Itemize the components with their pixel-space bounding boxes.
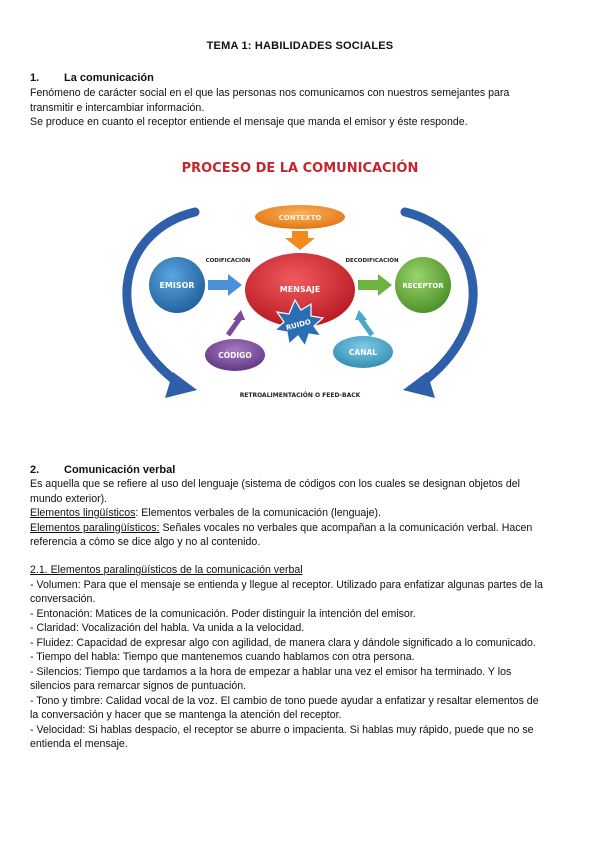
list-item: - Volumen: Para que el mensaje se entienda y llegue al receptor. Utilizado para enfatizar algunas partes de la (30, 578, 543, 591)
section-1-number: 1. (30, 72, 40, 84)
section-1-title: La comunicación (64, 72, 154, 84)
list-item: entienda el mensaje. (30, 738, 128, 750)
linguistic-elements-line (30, 506, 575, 521)
codigo-arrow-shaft (228, 318, 240, 335)
list-item: - Tono y timbre: Calidad vocal de la voz. El cambio de tono puede ayudar a enfatizar y resaltar elementos de (30, 694, 539, 707)
list-item: conversación. (30, 593, 96, 605)
list-item: - Fluidez: Capacidad de expresar algo con agilidad, de manera clara y dándole significado a lo comunicado. (30, 636, 536, 649)
section-2-1-body (30, 563, 575, 752)
ruido-label: RUIDO (285, 317, 312, 333)
section-2-heading (30, 464, 175, 476)
linguistic-elements-text: : Elementos verbales de la comunicación (lenguaje). (135, 507, 381, 519)
paralinguistic-elements-text: Señales vocales no verbales que acompañan a la comunicación verbal. Hacen (159, 521, 533, 534)
section-2-1-heading: 2.1. Elementos paralingüísticos de la comunicación verbal (30, 564, 303, 576)
document-title: TEMA 1: HABILIDADES SOCIALES (206, 40, 394, 52)
decodificacion-label: DECODIFICACIÓN (345, 258, 399, 264)
paralinguistic-elements-label: Elementos paralingüísticos: (30, 521, 160, 534)
section-1-line: Fenómeno de carácter social en el que las personas nos comunicamos con nuestros semejantes para (30, 87, 510, 99)
section-2-body (30, 477, 575, 550)
section-2-line: referencia a cómo se dice algo y no al contenido. (30, 536, 261, 548)
section-1-body (30, 86, 575, 130)
paralinguistic-elements-line (30, 521, 575, 536)
section-2-line: Es aquella que se refiere al uso del lenguaje (sistema de códigos con los cuales se designan objetos del (30, 478, 520, 490)
decodificacion-arrow-icon (358, 274, 392, 296)
linguistic-elements-label: Elementos lingüísticos (30, 507, 136, 519)
contexto-arrow-icon (285, 231, 315, 250)
canal-arrow-shaft (360, 318, 372, 335)
mensaje-label: MENSAJE (279, 285, 321, 294)
canal-label: CANAL (348, 348, 378, 357)
section-1-line: Se produce en cuanto el receptor entiende el mensaje que manda el emisor y éste responde. (30, 116, 468, 128)
codificacion-arrow-icon (208, 274, 242, 296)
section-2-number: 2. (30, 464, 40, 476)
list-item: - Entonación: Matices de la comunicación. Poder distinguir la intención del emisor. (30, 607, 416, 620)
codificacion-label: CODIFICACIÓN (205, 258, 251, 264)
section-2-title: Comunicación verbal (64, 464, 176, 476)
section-1-heading (30, 72, 154, 84)
list-item: la conversación y hacer que se mantenga la atención del receptor. (30, 709, 342, 721)
list-item: - Tiempo del habla: Tiempo que mantenemos cuando hablamos con otra persona. (30, 651, 415, 663)
list-item: - Velocidad: Si hablas despacio, el receptor se aburre o impacienta. Si hablas muy rápido, puede que no se (30, 723, 534, 736)
receptor-label: RECEPTOR (402, 282, 444, 290)
diagram-title: PROCESO DE LA COMUNICACIÓN (181, 161, 419, 176)
communication-process-diagram (115, 150, 485, 410)
contexto-label: CONTEXTO (278, 214, 322, 222)
list-item: - Claridad: Vocalización del habla. Va unida a la velocidad. (30, 622, 305, 634)
section-1-line: transmitir e intercambiar información. (30, 101, 205, 114)
list-item: - Silencios: Tiempo que tardamos a la hora de empezar a hablar una vez el emisor ha terminado. Y los (30, 665, 512, 678)
retroalimentacion-label: RETROALIMENTACIÓN O FEED-BACK (239, 392, 361, 399)
emisor-label: EMISOR (159, 281, 195, 290)
codigo-label: CÓDIGO (218, 351, 252, 360)
list-item: silencios para remarcar signos de puntuación. (30, 680, 247, 692)
section-2-line: mundo exterior). (30, 492, 108, 505)
